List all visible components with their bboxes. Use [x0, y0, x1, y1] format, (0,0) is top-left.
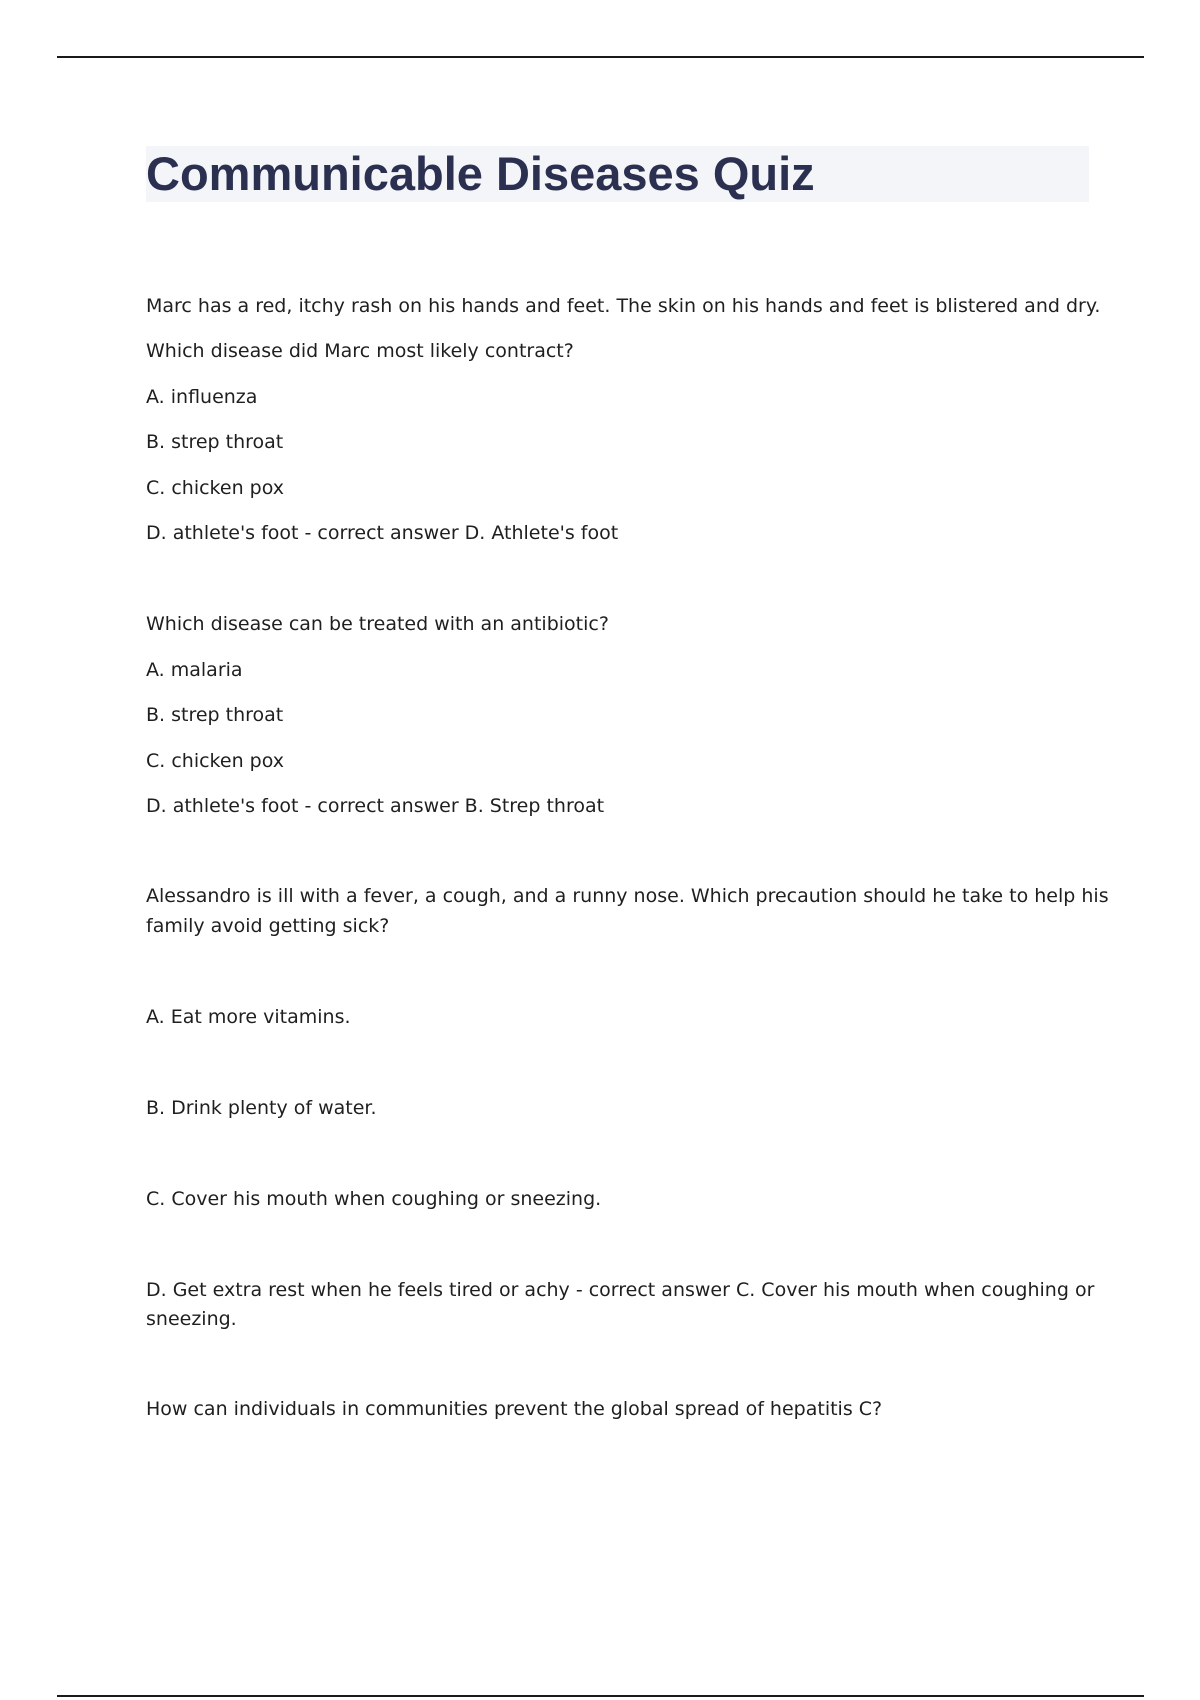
question-1-prompt-cont: Which disease did Marc most likely contract?: [146, 340, 574, 362]
question-3-option-c: C. Cover his mouth when coughing or sneezing.: [146, 1188, 602, 1210]
question-4-prompt: How can individuals in communities prevent the global spread of hepatitis C?: [146, 1398, 883, 1420]
question-2-option-c: C. chicken pox: [146, 750, 285, 772]
question-1-option-a: A. influenza: [146, 386, 258, 408]
question-2-prompt: Which disease can be treated with an antibiotic?: [146, 613, 609, 635]
bottom-rule: [57, 1695, 1144, 1697]
question-2-option-d: D. athlete's foot - correct answer B. Strep throat: [146, 795, 605, 817]
question-1-option-d: D. athlete's foot - correct answer D. Athlete's foot: [146, 522, 619, 544]
question-1-option-c: C. chicken pox: [146, 477, 285, 499]
question-3-prompt-cont: family avoid getting sick?: [146, 915, 390, 937]
question-2-option-b: B. strep throat: [146, 704, 284, 726]
question-2-option-a: A. malaria: [146, 659, 243, 681]
question-3-prompt: Alessandro is ill with a fever, a cough, and a runny nose. Which precaution should he take to help his: [146, 885, 1109, 907]
question-3-option-a: A. Eat more vitamins.: [146, 1006, 351, 1028]
question-3-option-d-cont: sneezing.: [146, 1308, 237, 1330]
question-1-option-b: B. strep throat: [146, 431, 284, 453]
page-title: Communicable Diseases Quiz: [146, 147, 815, 200]
question-3-option-d: D. Get extra rest when he feels tired or achy - correct answer C. Cover his mouth when coughing or: [146, 1279, 1095, 1301]
top-rule: [57, 56, 1144, 58]
question-3-option-b: B. Drink plenty of water.: [146, 1097, 377, 1119]
question-1-prompt: Marc has a red, itchy rash on his hands and feet. The skin on his hands and feet is blistered and dry.: [146, 295, 1101, 317]
